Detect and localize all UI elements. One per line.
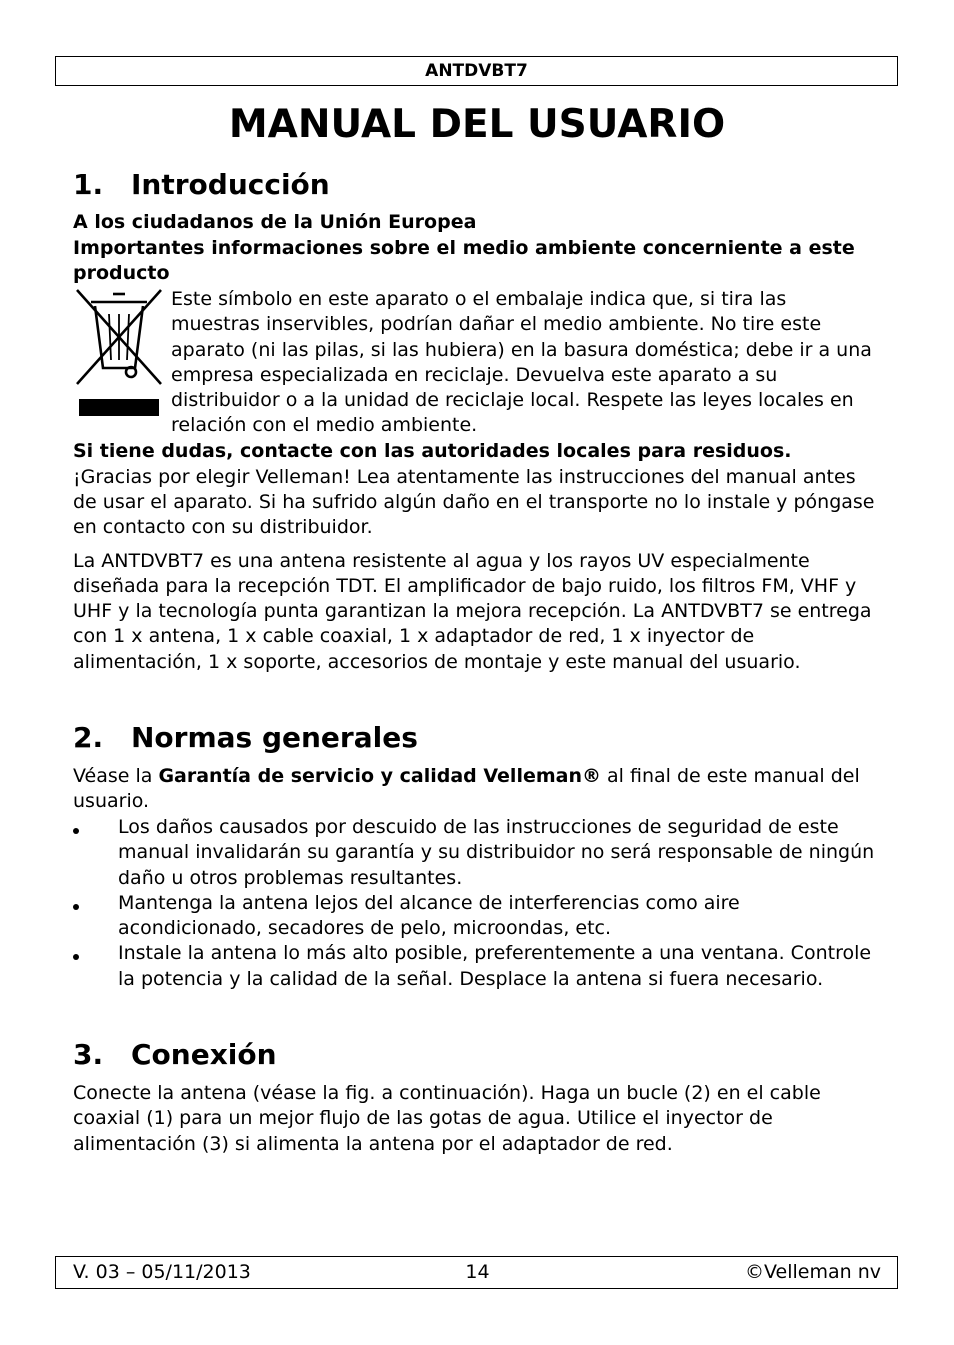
section-title: Introducción — [131, 168, 330, 201]
warranty-suffix: al final de este manual del usuario. — [73, 765, 860, 813]
connection-paragraph: Conecte la antena (véase la fig. a continuación). Haga un bucle (2) en el cable coaxial (1) para un mejor flujo de las gotas de agua. Utilice el inyector de alimentación (3) si alimenta la antena por el adaptador de red. — [73, 1082, 821, 1155]
footer-copyright: ©Velleman nv — [745, 1261, 881, 1283]
footer-version: V. 03 – 05/11/2013 — [73, 1261, 251, 1283]
thanks-paragraph: ¡Gracias por elegir Velleman! Lea atentamente las instrucciones del manual antes de usar el aparato. Si ha sufrido algún daño en el transporte no lo instale y póngase en contacto con su distribuidor. — [73, 465, 875, 539]
general-rules-list — [73, 815, 878, 992]
model-label: ANTDVBT7 — [425, 61, 528, 81]
list-item — [73, 891, 878, 942]
env-heading: Importantes informaciones sobre el medio ambiente concerniente a este producto — [73, 236, 855, 284]
list-item-text: Instale la antena lo más alto posible, preferentemente a una ventana. Controle la potencia y la calidad de la señal. Desplace la antena si fuera necesario. — [118, 942, 872, 990]
product-description: La ANTDVBT7 es una antena resistente al agua y los rayos UV especialmente diseñada para la recepción TDT. El amplificador de bajo ruido, los filtros FM, VHF y UHF y la tecnología punta garantizan la mejora recepción. La ANTDVBT7 se entrega con 1 x antena, 1 x cable coaxial, 1 x adaptador de red, 1 x inyector de alimentación, 1 x soporte, accesorios de montaje y este manual del usuario. — [73, 549, 872, 673]
bullet-icon — [73, 904, 79, 910]
warranty-prefix: Véase la — [73, 765, 159, 787]
list-item-text: Los daños causados por descuido de las instrucciones de seguridad de este manual invalidarán su garantía y su distribuidor no será responsable de ningún daño u otros problemas resultantes. — [118, 816, 875, 889]
section-number: 2. — [73, 721, 104, 754]
page-title: MANUAL DEL USUARIO — [228, 102, 726, 147]
section-heading-introduccion — [73, 167, 330, 203]
weee-paragraph: Este símbolo en este aparato o el embalaje indica que, si tira las muestras inservibles, podrían dañar el medio ambiente. No tire este aparato (ni las pilas, si las hubiera) en la basura doméstica; debe ir a una empresa especializada en reciclaje. Devuelva este aparato a su distribuidor o a la unidad de reciclaje local. Respete las leyes locales en relación con el medio ambiente. — [171, 288, 872, 437]
section-heading-normas — [73, 720, 418, 756]
header-model-box — [55, 56, 898, 86]
weee-symbol — [73, 288, 165, 424]
list-item — [73, 815, 878, 891]
page-footer — [55, 1256, 898, 1289]
section-heading-conexion — [73, 1037, 277, 1073]
footer-page-number: 14 — [465, 1261, 490, 1283]
list-item-text: Mantenga la antena lejos del alcance de interferencias como aire acondicionado, secadores de pelo, microondas, etc. — [118, 891, 740, 940]
section-title: Normas generales — [131, 721, 418, 754]
section-number: 1. — [73, 168, 104, 201]
warranty-bold: Garantía de servicio y calidad Velleman® — [158, 765, 601, 787]
section-number: 3. — [73, 1038, 104, 1071]
bullet-icon — [73, 954, 79, 960]
warranty-reference — [73, 764, 878, 815]
section-title: Conexión — [131, 1038, 277, 1071]
doubts-notice: Si tiene dudas, contacte con las autoridades locales para residuos. — [73, 440, 792, 462]
bullet-icon — [73, 828, 79, 834]
weee-crossed-bin-icon — [73, 288, 165, 424]
eu-heading: A los ciudadanos de la Unión Europea — [73, 211, 477, 233]
list-item — [73, 941, 878, 992]
